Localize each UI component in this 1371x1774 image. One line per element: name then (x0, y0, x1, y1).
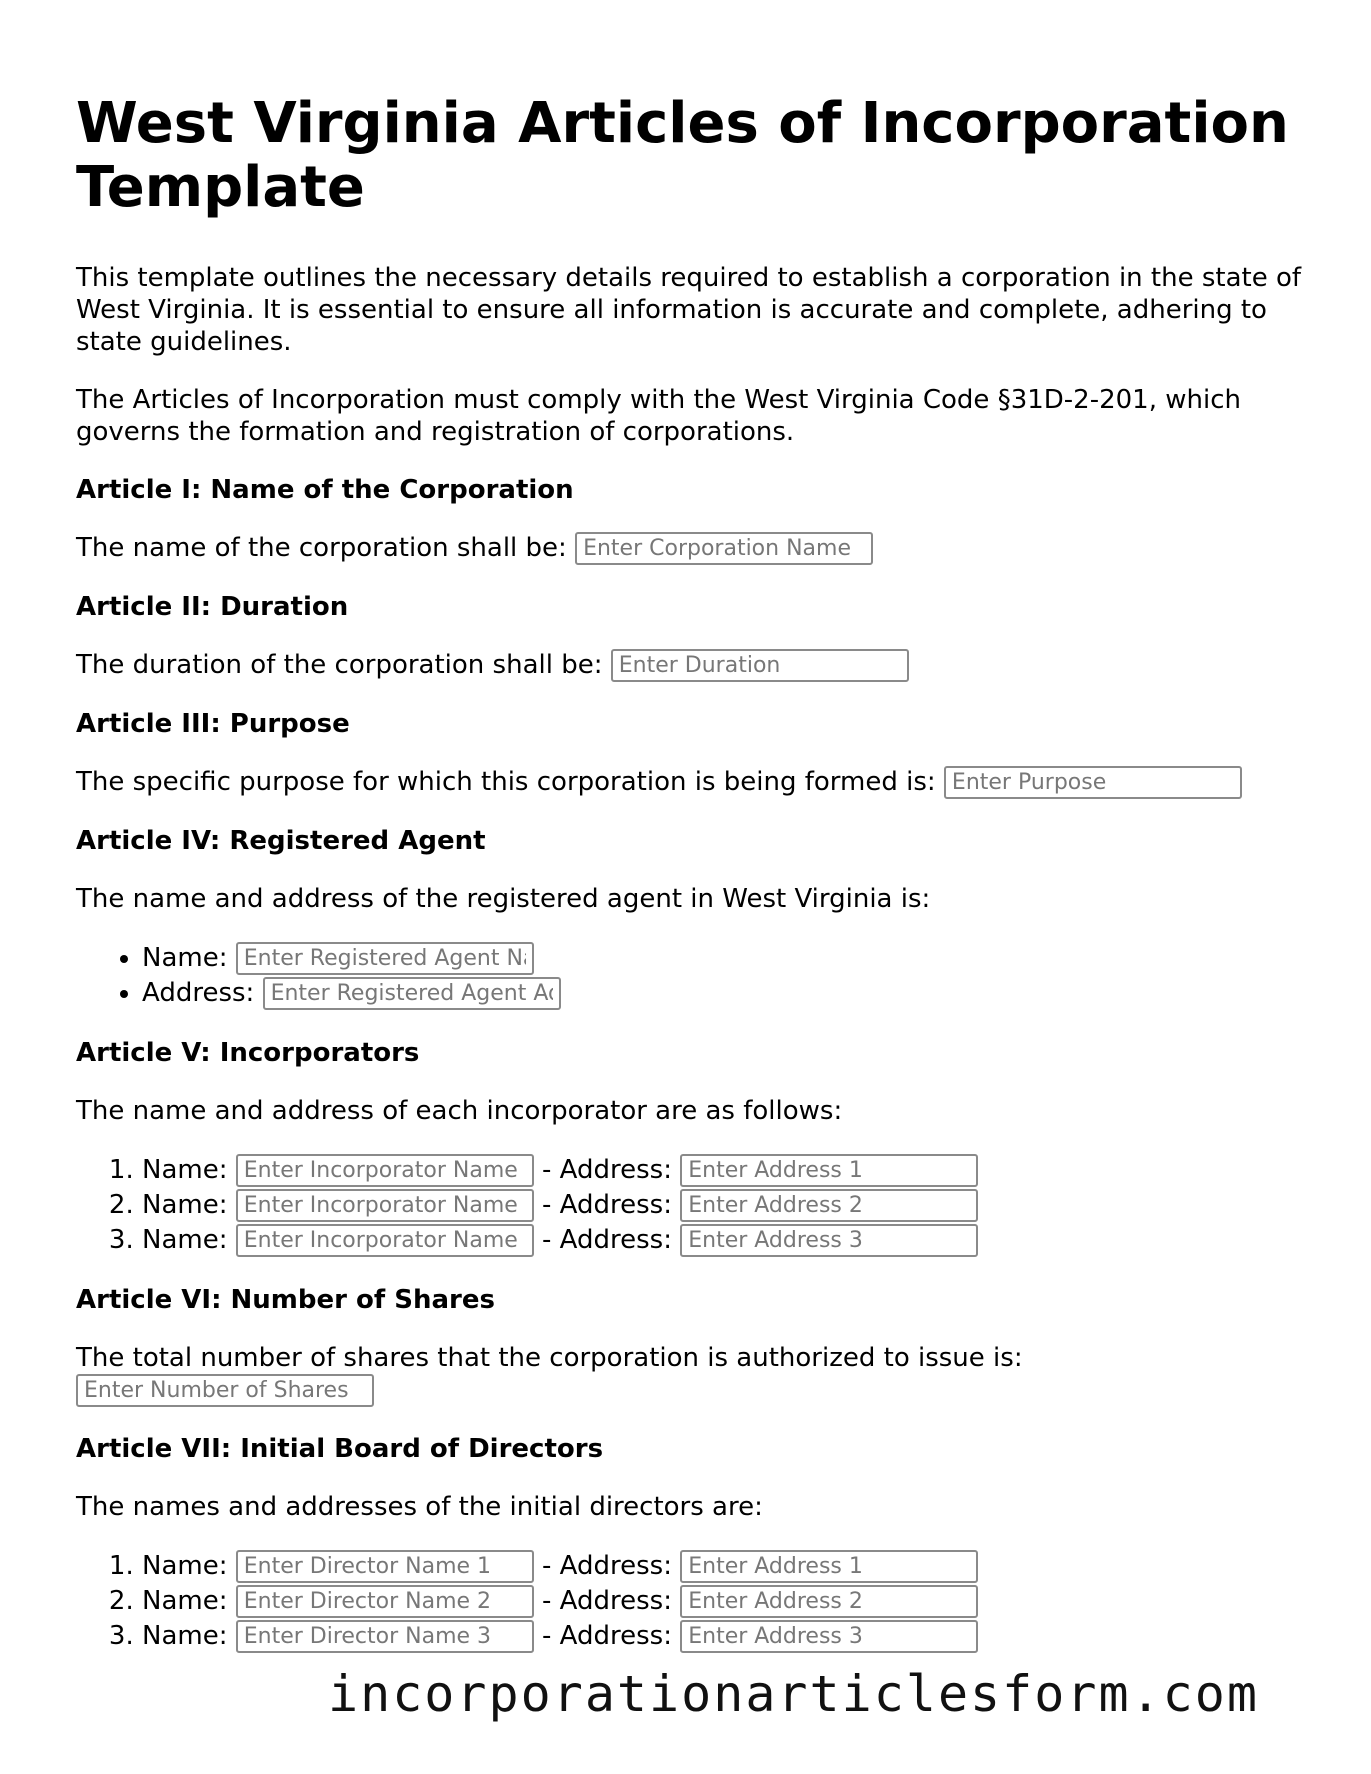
purpose-input[interactable] (944, 766, 1242, 799)
director-list (76, 1549, 1306, 1654)
duration-input[interactable] (611, 649, 909, 682)
incorporator-address-label: - Address: (542, 1155, 672, 1185)
article-2-heading: Article II: Duration (76, 592, 349, 622)
list-item (142, 1188, 1306, 1223)
article-7-text: The names and addresses of the initial directors are: (76, 1492, 763, 1522)
article-4-text: The name and address of the registered agent in West Virginia is: (76, 884, 931, 914)
incorporator-address-label: - Address: (542, 1225, 672, 1255)
director-name-label: Name: (142, 1586, 228, 1616)
incorporator-address-input-2[interactable] (680, 1189, 978, 1222)
article-5-heading: Article V: Incorporators (76, 1038, 420, 1068)
director-address-label: - Address: (542, 1586, 672, 1616)
incorporator-address-input-3[interactable] (680, 1224, 978, 1257)
article-6-heading: Article VI: Number of Shares (76, 1285, 495, 1315)
director-address-label: - Address: (542, 1551, 672, 1581)
director-name-label: Name: (142, 1621, 228, 1651)
article-5-text: The name and address of each incorporator are as follows: (76, 1096, 843, 1126)
agent-address-input[interactable] (263, 977, 561, 1010)
incorporator-name-input-3[interactable] (236, 1224, 534, 1257)
list-item (142, 941, 1306, 976)
article-4-heading: Article IV: Registered Agent (76, 826, 486, 856)
registered-agent-list (76, 941, 1306, 1011)
incorporator-name-label: Name: (142, 1190, 228, 1220)
article-3-line (76, 766, 1306, 799)
incorporator-list (76, 1153, 1306, 1258)
article-3-text: The specific purpose for which this corporation is being formed is: (76, 767, 936, 797)
director-address-input-1[interactable] (680, 1550, 978, 1583)
corporation-name-input[interactable] (575, 532, 873, 565)
incorporator-name-input-1[interactable] (236, 1154, 534, 1187)
director-address-label: - Address: (542, 1621, 672, 1651)
list-item (142, 976, 1306, 1011)
article-1-heading: Article I: Name of the Corporation (76, 475, 574, 505)
incorporator-name-label: Name: (142, 1225, 228, 1255)
article-2-line (76, 649, 1306, 682)
director-address-input-3[interactable] (680, 1620, 978, 1653)
director-name-input-1[interactable] (236, 1550, 534, 1583)
agent-address-label: Address: (142, 978, 255, 1008)
intro-paragraph-2: The Articles of Incorporation must comply with the West Virginia Code §31D-2-201, which governs the formation and registration of corporations. (76, 385, 1241, 447)
incorporator-address-input-1[interactable] (680, 1154, 978, 1187)
article-3-heading: Article III: Purpose (76, 709, 350, 739)
article-1-text: The name of the corporation shall be: (76, 533, 567, 563)
page-title: West Virginia Articles of Incorporation Template (76, 91, 1289, 220)
document-page (76, 92, 1306, 1680)
list-item (142, 1619, 1306, 1654)
article-7-heading: Article VII: Initial Board of Directors (76, 1434, 604, 1464)
incorporator-address-label: - Address: (542, 1190, 672, 1220)
director-name-label: Name: (142, 1551, 228, 1581)
shares-input[interactable] (76, 1374, 374, 1407)
article-6-line (76, 1342, 1306, 1407)
article-6-text: The total number of shares that the corporation is authorized to issue is: (76, 1343, 1023, 1373)
incorporator-name-label: Name: (142, 1155, 228, 1185)
list-item (142, 1223, 1306, 1258)
director-address-input-2[interactable] (680, 1585, 978, 1618)
agent-name-label: Name: (142, 943, 228, 973)
list-item (142, 1549, 1306, 1584)
director-name-input-3[interactable] (236, 1620, 534, 1653)
list-item (142, 1153, 1306, 1188)
article-1-line (76, 532, 1306, 565)
director-name-input-2[interactable] (236, 1585, 534, 1618)
article-2-text: The duration of the corporation shall be: (76, 650, 603, 680)
agent-name-input[interactable] (236, 942, 534, 975)
site-watermark: incorporationarticlesform.com (328, 1665, 1259, 1723)
intro-paragraph-1: This template outlines the necessary details required to establish a corporation in the state of West Virginia. It is essential to ensure all information is accurate and complete, adhering to state guidelines. (76, 263, 1302, 357)
list-item (142, 1584, 1306, 1619)
incorporator-name-input-2[interactable] (236, 1189, 534, 1222)
